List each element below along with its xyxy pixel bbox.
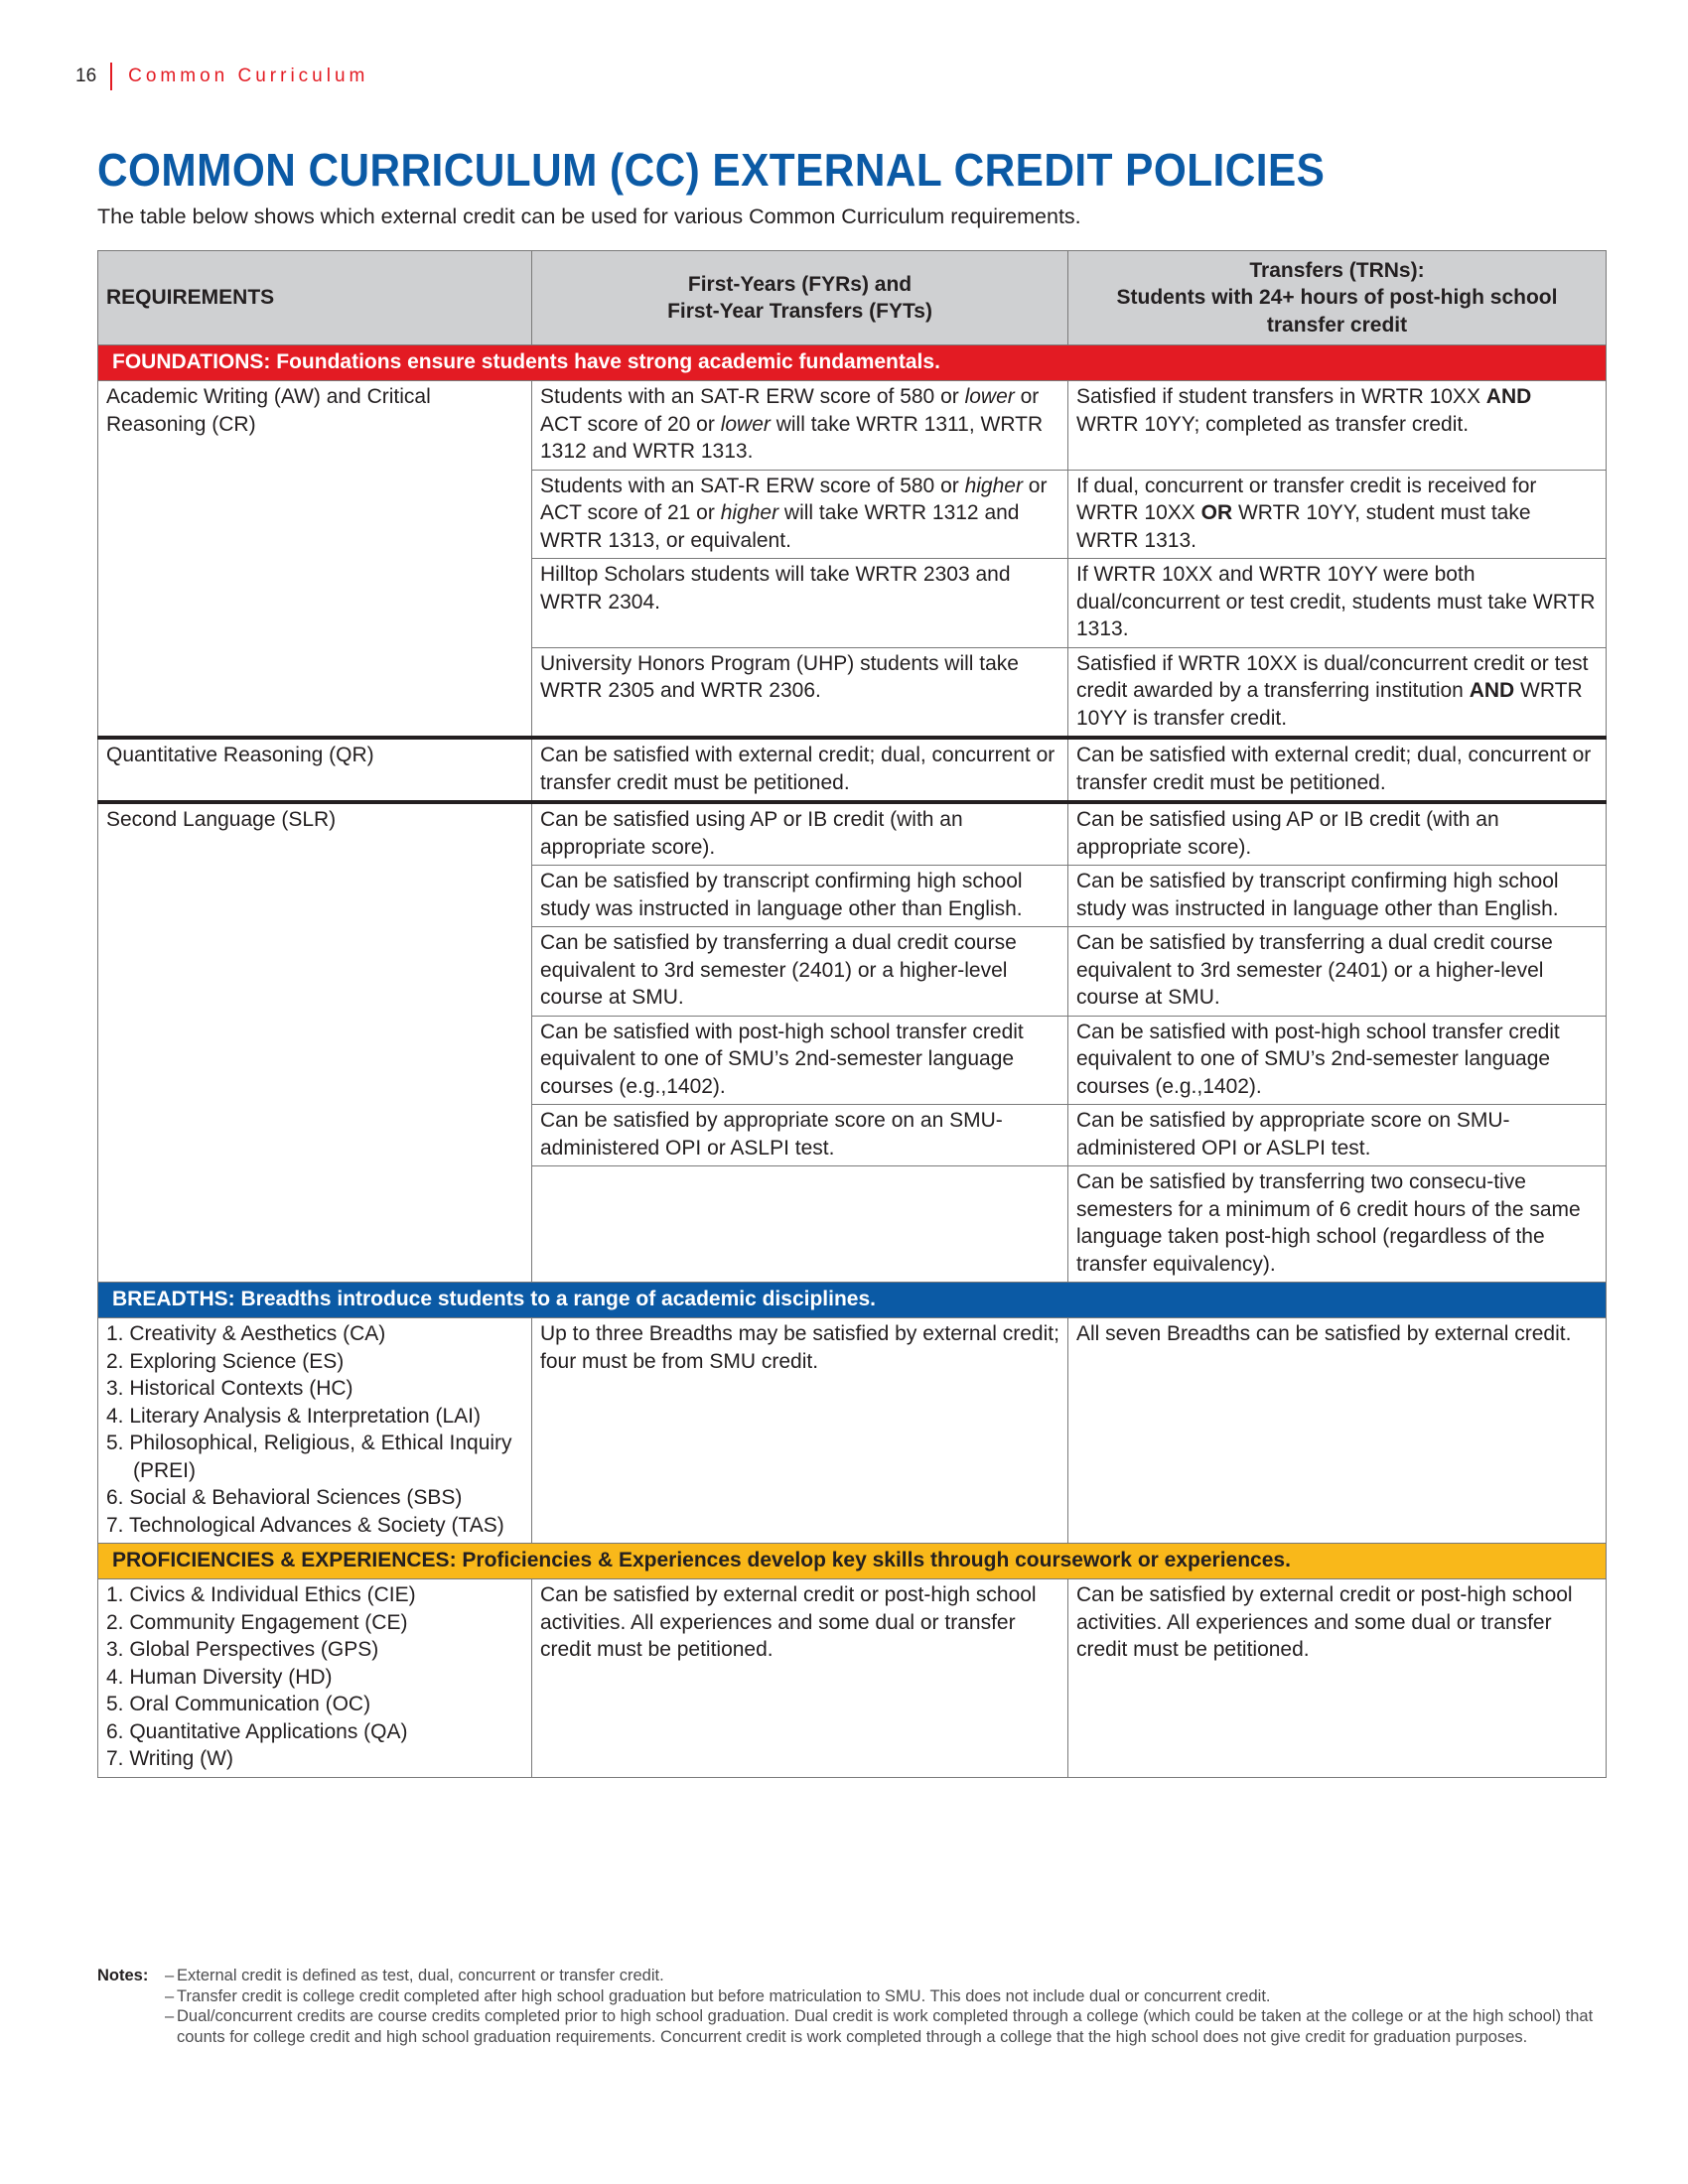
fyr-cell: Can be satisfied by appropriate score on an SMU-administered OPI or ASLPI test. [532,1105,1068,1166]
cell-emphasis: higher [964,474,1023,497]
breadths-list-cell [98,1318,532,1544]
list-item: 7. Writing (W) [106,1747,233,1770]
list-item: 1. Creativity & Aesthetics (CA) [106,1322,386,1345]
list-item: 4. Human Diversity (HD) [106,1665,333,1689]
note-item [97,1986,1606,2007]
cell-text: Students with an SAT-R ERW score of 580 or [540,474,965,497]
header-transfers-line1: Transfers (TRNs): [1249,258,1425,282]
list-item: 4. Literary Analysis & Interpretation (LAI) [106,1404,482,1428]
trn-cell: Can be satisfied by external credit or post-high school activities. All experiences and some dual or transfer credit must be petitioned. [1068,1579,1607,1778]
table-row [98,1579,1607,1778]
list-item: 5. Philosophical, Religious, & Ethical Inquiry (PREI) [106,1432,512,1482]
fyr-cell: Up to three Breadths may be satisfied by external credit; four must be from SMU credit. [532,1318,1068,1544]
header-first-years [532,251,1068,345]
cell-strong: OR [1200,501,1233,524]
breadths-list [106,1320,523,1539]
note-text: Transfer credit is college credit completed after high school graduation but before matriculation to SMU. This does not include dual or concurrent credit. [177,1986,1271,2005]
note-item [97,2006,1606,2047]
cell-text: Students with an SAT-R ERW score of 580 or [540,385,965,408]
proficiencies-list-cell [98,1579,532,1778]
table-row [98,738,1607,802]
foundations-band-text: FOUNDATIONS: Foundations ensure students have strong academic fundamentals. [98,345,1607,381]
table-row [98,802,1607,866]
page-title: COMMON CURRICULUM (CC) EXTERNAL CREDIT POLICIES [97,144,1326,196]
trn-cell: Can be satisfied using AP or IB credit (with an appropriate score). [1068,802,1607,866]
external-credit-table [97,250,1607,1778]
section-name: Common Curriculum [128,66,369,86]
note-dash: – [165,2007,175,2025]
note-dash: – [165,1986,175,2005]
foundations-band [98,345,1607,381]
page-subtitle: The table below shows which external credit can be used for various Common Curriculum requirements. [97,205,1081,228]
running-header [75,62,368,91]
note-text: Dual/concurrent credits are course credits completed prior to high school graduation. Dual credit is work completed through a college (which could be taken at the college or at the high school) that counts for college credit and high school graduation requirements. Concurrent credit is work completed through a college that the high school does not give credit for graduation purposes. [177,2007,1594,2046]
trn-cell: Can be satisfied by appropriate score on SMU-administered OPI or ASLPI test. [1068,1105,1607,1166]
note-text: External credit is defined as test, dual, concurrent or transfer credit. [177,1967,664,1984]
cell-text: Satisfied if WRTR 10XX is dual/concurrent credit or test credit awarded by a transferring institution [1076,651,1589,702]
header-transfers [1068,251,1607,345]
fyr-cell [532,1166,1068,1283]
trn-cell: Can be satisfied by transcript confirming high school study was instructed in language other than English. [1068,866,1607,927]
cell-text: or ACT score of 21 or [540,474,1048,524]
fyr-cell: Can be satisfied by transferring a dual credit course equivalent to 3rd semester (2401) or a higher-level course at SMU. [532,927,1068,1017]
list-item: 3. Global Perspectives (GPS) [106,1638,379,1661]
trn-cell [1068,381,1607,471]
requirement-aw-cr: Academic Writing (AW) and Critical Reasoning (CR) [98,381,532,739]
breadths-band-text: BREADTHS: Breadths introduce students to a range of academic disciplines. [98,1283,1607,1318]
cell-text: or ACT score of 20 or [540,385,1040,436]
table-header-row [98,251,1607,345]
cell-strong: AND [1469,679,1515,702]
fyr-cell: Can be satisfied with external credit; dual, concurrent or transfer credit must be petitioned. [532,738,1068,802]
cell-text: WRTR 10YY; completed as transfer credit. [1076,412,1470,436]
fyr-cell [532,470,1068,559]
trn-cell: Can be satisfied by transferring two consecu-tive semesters for a minimum of 6 credit hours of the same language taken post-high school (regardless of the transfer equivalency). [1068,1166,1607,1283]
cell-emphasis: higher [720,501,779,524]
header-requirements: REQUIREMENTS [98,251,532,345]
cell-text: WRTR 10YY is transfer credit. [1076,679,1583,730]
list-item: 2. Community Engagement (CE) [106,1610,408,1634]
cell-emphasis: lower [720,412,771,436]
fyr-cell: University Honors Program (UHP) students will take WRTR 2305 and WRTR 2306. [532,647,1068,738]
list-item: 2. Exploring Science (ES) [106,1349,345,1373]
fyr-cell: Can be satisfied with post-high school transfer credit equivalent to one of SMU’s 2nd-semester language courses (e.g.,1402). [532,1016,1068,1105]
proficiencies-band-text: PROFICIENCIES & EXPERIENCES: Proficiencies & Experiences develop key skills through coursework or experiences. [98,1544,1607,1579]
proficiencies-list [106,1581,523,1773]
fyr-cell: Can be satisfied by external credit or post-high school activities. All experiences and some dual or transfer credit must be petitioned. [532,1579,1068,1778]
trn-cell: Can be satisfied with post-high school transfer credit equivalent to one of SMU’s 2nd-semester language courses (e.g.,1402). [1068,1016,1607,1105]
trn-cell [1068,470,1607,559]
trn-cell: Can be satisfied by transferring a dual credit course equivalent to 3rd semester (2401) or a higher-level course at SMU. [1068,927,1607,1017]
trn-cell: All seven Breadths can be satisfied by external credit. [1068,1318,1607,1544]
note-item [97,1966,1606,1986]
cell-emphasis: lower [964,385,1015,408]
notes [97,1966,1606,2047]
cell-text: will take WRTR 1311, WRTR 1312 and WRTR 1313. [540,412,1044,463]
list-item: 5. Oral Communication (OC) [106,1693,371,1715]
fyr-cell [532,381,1068,471]
page-number: 16 [75,66,97,86]
header-divider [110,63,112,90]
cell-strong: AND [1485,385,1532,408]
list-item: 7. Technological Advances & Society (TAS) [106,1513,504,1537]
header-first-years-line1: First-Years (FYRs) and [687,272,913,296]
cell-text: If dual, concurrent or transfer credit is received for WRTR 10XX [1076,474,1537,524]
list-item: 6. Quantitative Applications (QA) [106,1719,408,1743]
table-row [98,1318,1607,1544]
note-dash: – [165,1967,175,1984]
fyr-cell: Hilltop Scholars students will take WRTR 2303 and WRTR 2304. [532,559,1068,648]
cell-text: WRTR 10YY, student must take WRTR 1313. [1076,501,1531,552]
proficiencies-band [98,1544,1607,1579]
notes-label: Notes: [97,1967,149,1984]
fyr-cell: Can be satisfied by transcript confirming high school study was instructed in language other than English. [532,866,1068,927]
cell-text: will take WRTR 1312 and WRTR 1313, or equivalent. [540,501,1020,552]
trn-cell: Can be satisfied with external credit; dual, concurrent or transfer credit must be petitioned. [1068,738,1607,802]
list-item: 1. Civics & Individual Ethics (CIE) [106,1583,416,1606]
breadths-band [98,1283,1607,1318]
requirement-slr: Second Language (SLR) [98,802,532,1283]
trn-cell [1068,647,1607,738]
requirement-qr: Quantitative Reasoning (QR) [98,738,532,802]
header-transfers-line2: Students with 24+ hours of post-high school transfer credit [1116,286,1558,337]
trn-cell: If WRTR 10XX and WRTR 10YY were both dual/concurrent or test credit, students must take WRTR 1313. [1068,559,1607,648]
cell-text: Satisfied if student transfers in WRTR 10XX [1076,385,1486,408]
header-first-years-line2: First-Year Transfers (FYTs) [667,300,932,323]
table-row [98,381,1607,471]
fyr-cell: Can be satisfied using AP or IB credit (with an appropriate score). [532,802,1068,866]
list-item: 6. Social & Behavioral Sciences (SBS) [106,1486,463,1509]
list-item: 3. Historical Contexts (HC) [106,1377,353,1400]
